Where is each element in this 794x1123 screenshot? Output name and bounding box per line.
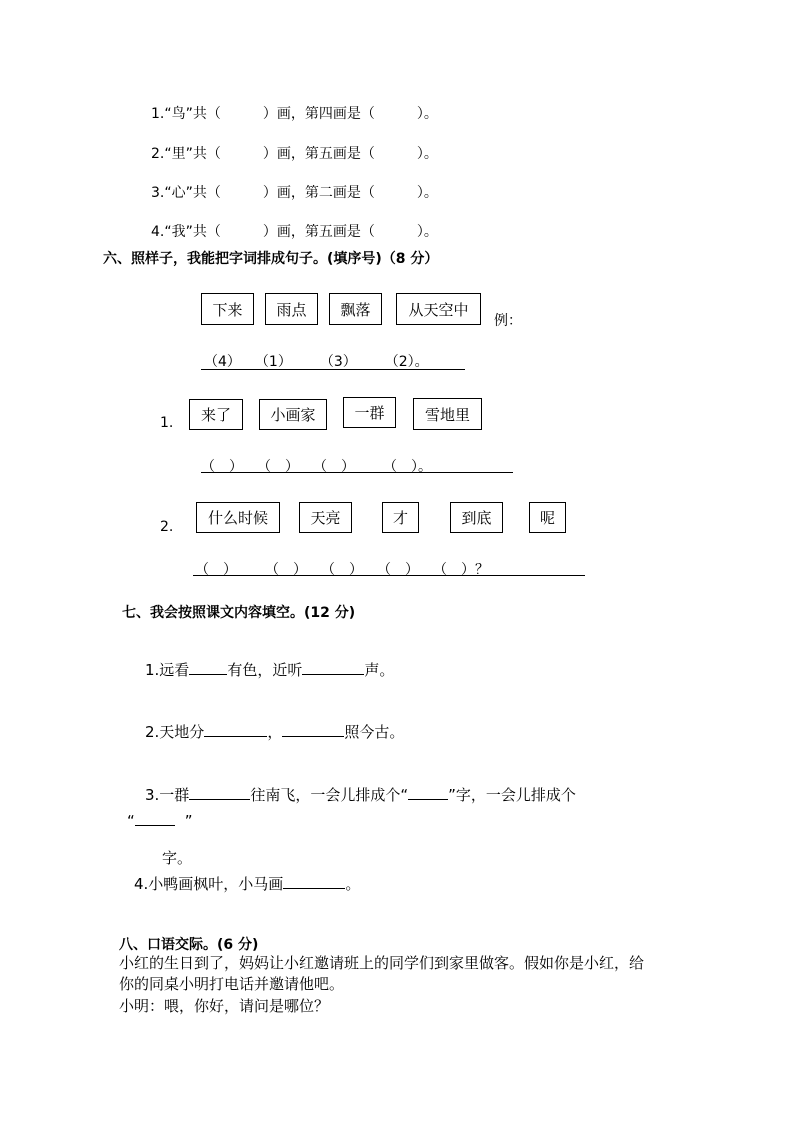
fill-question-3-end: 字。	[162, 849, 193, 867]
text: 有色，近听	[227, 661, 303, 679]
stroke-question-3: 3.“心”共（ ）画，第二画是（ ）。	[151, 185, 438, 201]
q2-word-box: 到底	[450, 502, 503, 533]
text: 照今古。	[344, 723, 405, 741]
blank[interactable]	[408, 799, 448, 800]
text: ，	[267, 723, 283, 741]
prompt-line-1: 小红的生日到了，妈妈让小红邀请班上的同学们到家里做客。假如你是小红，给	[119, 954, 645, 972]
blank[interactable]	[204, 736, 267, 737]
fill-question-4	[134, 873, 360, 894]
q2-word-box: 天亮	[299, 502, 352, 533]
blank[interactable]	[283, 888, 345, 889]
q1-underline	[201, 472, 513, 473]
q2-underline	[193, 575, 585, 576]
example-word-box: 下来	[201, 293, 254, 325]
fill-question-3-continued	[127, 812, 193, 830]
example-answer: （4） （1） （3） （2）。	[204, 354, 429, 370]
example-word-box: 从天空中	[396, 293, 481, 325]
fill-question-2	[145, 721, 404, 742]
example-word-box: 雨点	[265, 293, 318, 325]
example-word-box: 飘落	[329, 293, 382, 325]
text: 往南飞，一会儿排成个“	[250, 786, 409, 804]
text: “	[127, 812, 135, 830]
blank[interactable]	[135, 825, 175, 826]
q2-word-box: 呢	[529, 502, 566, 533]
section-8-title: 八、口语交际。(6 分)	[119, 937, 259, 953]
q2-number: 2.	[160, 519, 174, 535]
dialogue-line: 小明：喂，你好，请问是哪位？	[119, 997, 330, 1015]
blank[interactable]	[282, 736, 344, 737]
q1-number: 1.	[160, 415, 174, 431]
example-label: 例：	[494, 313, 522, 329]
blank[interactable]	[189, 799, 250, 800]
q2-word-box: 什么时候	[196, 502, 280, 533]
prompt-line-2: 你的同桌小明打电话并邀请他吧。	[119, 975, 345, 993]
text: 4.小鸭画枫叶，小马画	[134, 875, 284, 893]
text: ”字，一会儿排成个	[448, 786, 576, 804]
text: 。	[345, 875, 361, 893]
text: 声。	[364, 661, 395, 679]
stroke-question-4: 4.“我”共（ ）画，第五画是（ ）。	[151, 224, 438, 240]
stroke-question-2: 2.“里”共（ ）画，第五画是（ ）。	[151, 146, 438, 162]
q1-blanks[interactable]: （ ） （ ） （ ） （ ）。	[201, 459, 432, 475]
text: 1.远看	[145, 661, 190, 679]
q2-word-box: 才	[382, 502, 419, 533]
section-7-title: 七、我会按照课文内容填空。(12 分)	[122, 605, 356, 621]
fill-question-1	[145, 659, 394, 680]
q1-word-box: 雪地里	[413, 398, 482, 430]
blank[interactable]	[302, 674, 364, 675]
q2-blanks[interactable]: （ ） （ ） （ ） （ ） （ ）？	[195, 562, 489, 578]
text: 2.天地分	[145, 723, 205, 741]
stroke-question-1: 1.“鸟”共（ ）画，第四画是（ ）。	[151, 106, 438, 122]
q1-word-box: 小画家	[259, 399, 327, 430]
text: ”	[184, 812, 193, 830]
text: 3.一群	[145, 786, 190, 804]
fill-question-3	[145, 784, 576, 805]
q1-word-box: 一群	[343, 397, 396, 428]
example-answer-underline	[201, 369, 465, 370]
blank[interactable]	[189, 674, 227, 675]
section-6-title: 六、照样子，我能把字词排成句子。(填序号)（8 分）	[103, 251, 439, 267]
q1-word-box: 来了	[189, 399, 243, 430]
